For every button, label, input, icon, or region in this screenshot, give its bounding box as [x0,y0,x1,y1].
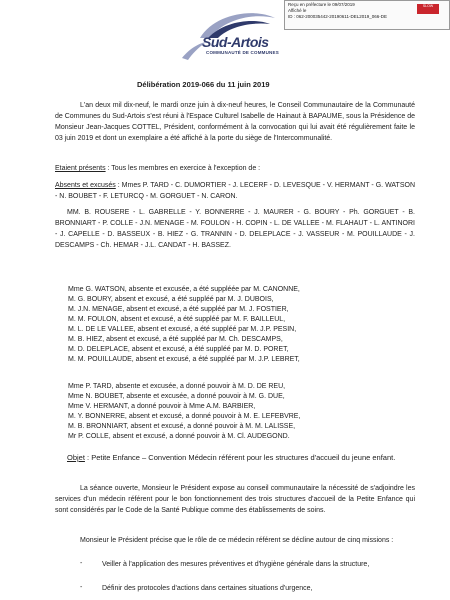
list-item: M. B. BRONNIART, absent et excusé, a donné pouvoir à M. M. LALISSE, [68,423,296,430]
intro-paragraph: L'an deux mil dix-neuf, le mardi onze juin à dix-neuf heures, le Conseil Communautaire de la Communauté de Communes du Sud-Artois s'est réuni à l'Espace Culturel Isabelle de Hainaut à BAPAUME, sous la Présidence de Monsieur Jean-Jacques COTTEL, Président, conformément à la convocation qui lui avait été régulièrement faite le 03 juin 2019 et dont un exemplaire a été affiché à la porte du siège de l'Intercommunalité. [55,102,415,142]
list-item: M. M. POUILLAUDE, absent et excusé, a été suppléé par M. J.P. LEBRET, [68,356,300,363]
missions-intro-paragraph: Monsieur le Président précise que le rôle de ce médecin référent se décline autour de cinq missions : [80,537,394,544]
absents-paragraph [55,180,415,202]
list-item: Mme V. HERMANT, a donné pouvoir à Mme A.M. BARBIER, [68,403,256,410]
prefecture-stamp [284,0,450,30]
mission-item: Définir des protocoles d'actions dans certaines situations d'urgence, [102,585,313,592]
presents-text: : Tous les membres en exercice à l'exception de : [105,165,261,172]
list-item: M. G. BOURY, absent et excusé, a été suppléé par M. J. DUBOIS, [68,296,274,303]
objet-text: : Petite Enfance – Convention Médecin référent pour les structures d'accueil du jeune enfant. [84,453,396,462]
objet-label: Objet [67,453,85,462]
presents-line [55,165,260,172]
list-item: Mme G. WATSON, absente et excusée, a été suppléée par M. CANONNE, [68,286,300,293]
stamp-received: Reçu en préfecture le 09/07/2019 [288,2,355,7]
list-item: M. L. DE LE VALLEE, absent et excusé, a été suppléé par M. J.P. PESIN, [68,326,297,333]
list-item: M. J.N. MENAGE, absent et excusé, a été suppléé par M. J. FOSTIER, [68,306,289,313]
exposition-paragraph: La séance ouverte, Monsieur le Président expose au conseil communautaire la nécessité de s'adjoindre les services d'un médecin référent pour le bon fonctionnement des trois structures d'accueil de la Petite Enfance qui sont considérés par le Code de la Santé Publique comme des établissements de soins. [55,485,415,514]
members-paragraph: MM. B. ROUSERE - L. GABRELLE - Y. BONNERRE - J. MAURER - G. BOURY - Ph. GORGUET - B. BRONNIART - P. COLLE - J.N. MENAGE - M. FOULON - H. COPIN - L. DE VALLEE - M. FLAHAUT - L. ANTINORI - J. CAPELLE - D. BASSEUX - B. HIEZ - G. TRANNIN - D. DELEPLACE - J. VASSEUR - M. POUILLAUDE - J. DESCAMPS - Ch. HEMAR - J.L. CANDAT - H. BASSEZ. [55,209,415,249]
stamp-badge: SLOW [417,4,439,14]
bullet-icon: - [80,584,83,591]
stamp-posted: Affiché le [288,8,307,13]
list-item: Mr P. COLLE, absent et excusé, a donné pouvoir à M. Cl. AUDEGOND. [68,433,290,440]
list-item: M. Y. BONNERRE, absent et excusé, a donné pouvoir à M. E. LEFEBVRE, [68,413,301,420]
list-item: M. B. HIEZ, absent et excusé, a été suppléé par M. Ch. DESCAMPS, [68,336,283,343]
list-item: Mme N. BOUBET, absente et excusée, a donné pouvoir à M. G. DUE, [68,393,285,400]
absents-label: Absents et excusés [55,182,116,189]
list-item: M. D. DELEPLACE, absent et excusé, a été suppléé par M. D. PORET, [68,346,289,353]
stamp-id: ID : 062-200035442-20190611-DEL2019_066-DE [288,14,387,19]
logo-name: Sud-Artois [202,34,269,50]
suppleants-list [68,285,300,365]
absents-text: : Mmes P. TARD - C. DUMORTIER - J. LECERF - D. LEVESQUE - V. HERMANT - G. WATSON - N. BOUBET - F. LETURCQ - M. GORGUET - N. CARON. [55,182,416,200]
mission-item: Veiller à l'application des mesures préventives et d'hygiène générale dans la structure, [102,561,370,568]
logo-subtitle: COMMUNAUTÉ DE COMMUNES [206,50,279,55]
objet-paragraph [55,452,415,463]
list-item: M. M. FOULON, absent et excusé, a été suppléé par M. F. BAILLEUL, [68,316,286,323]
pouvoirs-list [68,382,300,442]
deliberation-title: Délibération 2019-066 du 11 juin 2019 [137,80,270,89]
bullet-icon: - [80,560,83,567]
presents-label: Etaient présents [55,165,106,172]
list-item: Mme P. TARD, absente et excusée, a donné pouvoir à M. D. DE REU, [68,383,286,390]
sud-artois-logo [170,8,280,68]
